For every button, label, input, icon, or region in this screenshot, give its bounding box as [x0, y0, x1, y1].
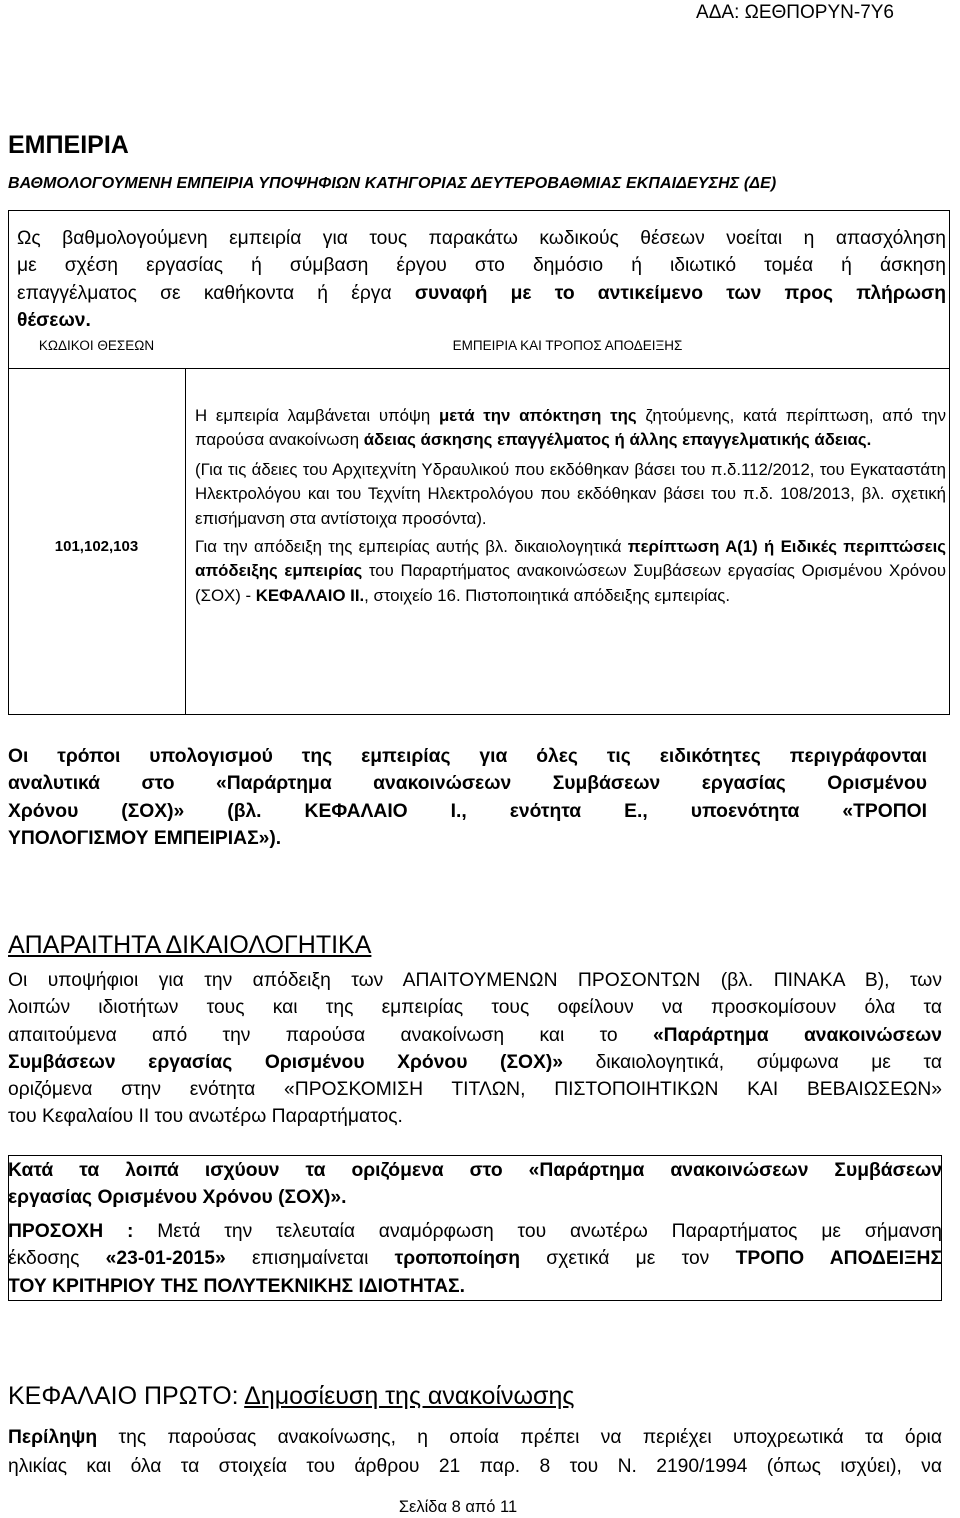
column-header-codes: ΚΩΔΙΚΟΙ ΘΕΣΕΩΝ — [38, 338, 155, 353]
notice-line: Κατά τα λοιπά ισχύουν τα οριζόμενα στο «Παράρτημα ανακοινώσεων Συμβάσεων — [8, 1160, 942, 1181]
notice-attention — [8, 1218, 942, 1300]
notice-line: ΤΟΥ ΚΡΙΤΗΡΙΟΥ ΤΗΣ ΠΟΛΥΤΕΚΝΙΚΗΣ ΙΔΙΟΤΗΤΑΣ. — [8, 1275, 465, 1297]
chapter-title: ΚΕΦΑΛΑΙΟ ΠΡΩΤΟ: Δημοσίευση της ανακοίνωσης — [8, 1382, 575, 1410]
experience-proof-cell — [195, 404, 946, 608]
docs-line: Οι υποψήφιοι για την απόδειξη των ΑΠΑΙΤΟΥΜΕΝΩΝ ΠΡΟΣΟΝΤΩΝ (βλ. ΠΙΝΑΚΑ Β), των — [8, 970, 942, 991]
table-divider — [185, 368, 186, 715]
section-title-experience: ΕΜΠΕΙΡΙΑ — [8, 131, 129, 159]
calc-line: Οι τρόποι υπολογισμού της εμπειρίας για όλες τις ειδικότητες περιγράφονται — [8, 746, 927, 767]
proof-paragraph-1: Η εμπειρία λαμβάνεται υπόψη μετά την απόκτηση της ζητούμενης, κατά περίπτωση, από την παρούσα ανακοίνωση άδειας άσκησης επαγγέλματος ή άλλης επαγγελματικής άδειας. — [195, 406, 946, 450]
calc-line: Χρόνου (ΣΟΧ)» (βλ. ΚΕΦΑΛΑΙΟ Ι., ενότητα Ε., υποενότητα «ΤΡΟΠΟΙ — [8, 800, 927, 822]
docs-line: Συμβάσεων εργασίας Ορισμένου Χρόνου (ΣΟΧ)» δικαιολογητικά, σύμφωνα με τα — [8, 1051, 942, 1073]
calculation-note — [8, 743, 927, 852]
proof-paragraph-2: (Για τις άδειες του Αρχιτεχνίτη Υδραυλικού που εκδόθηκαν βάσει του π.δ.112/2012, του Εγκαταστάτη Ηλεκτρολόγου και του Τεχνίτη Ηλεκτρολόγου που εκδόθηκαν βάσει του π.δ. 108/2013, βλ. σχετική επισήμανση στα αντίστοιχα προσόντα). — [195, 459, 946, 528]
intro-line: Ως βαθμολογούμενη εμπειρία για τους παρακάτω κωδικούς θέσεων νοείται η απασχόληση — [17, 228, 946, 249]
docs-line: του Κεφαλαίου ΙΙ του ανωτέρω Παραρτήματος. — [8, 1106, 403, 1128]
position-codes: 101,102,103 — [54, 538, 139, 555]
column-header-proof: ΕΜΠΕΙΡΙΑ ΚΑΙ ΤΡΟΠΟΣ ΑΠΟΔΕΙΞΗΣ — [452, 338, 683, 353]
section-title-documents: ΑΠΑΡΑΙΤΗΤΑ ΔΙΚΑΙΟΛΟΓΗΤΙΚΑ — [8, 931, 372, 959]
chapter-summary — [8, 1423, 942, 1481]
documents-text — [8, 967, 942, 1131]
ada-code: ΑΔΑ: ΩΕΘΠΟΡΥΝ-7Υ6 — [696, 2, 894, 23]
intro-line: θέσεων. — [17, 309, 91, 331]
docs-line: απαιτούμενα από την παρούσα ανακοίνωση και το «Παράρτημα ανακοινώσεων — [8, 1024, 942, 1046]
intro-line: επαγγέλματος σε καθήκοντα ή έργα συναφή με το αντικείμενο των προς πλήρωση — [17, 282, 946, 304]
notice-line: έκδοσης «23-01-2015» επισημαίνεται τροποποίηση σχετικά με τον ΤΡΟΠΟ ΑΠΟΔΕΙΞΗΣ — [8, 1248, 943, 1270]
notice-general — [8, 1157, 942, 1212]
page-number: Σελίδα 8 από 11 — [398, 1498, 518, 1516]
docs-line: οριζόμενα στην ενότητα «ΠΡΟΣΚΟΜΙΣΗ ΤΙΤΛΩΝ, ΠΙΣΤΟΠΟΙΗΤΙΚΩΝ ΚΑΙ ΒΕΒΑΙΩΣΕΩΝ» — [8, 1079, 942, 1101]
notice-line: ΠΡΟΣΟΧΗ : Μετά την τελευταία αναμόρφωση του ανωτέρω Παραρτήματος με σήμανση — [8, 1221, 942, 1242]
experience-intro — [17, 225, 946, 334]
calc-line: αναλυτικά στο «Παράρτημα ανακοινώσεων Συμβάσεων εργασίας Ορισμένου — [8, 773, 927, 795]
notice-line: εργασίας Ορισμένου Χρόνου (ΣΟΧ)». — [8, 1187, 347, 1209]
intro-line: με σχέση εργασίας ή σύμβαση έργου στο δημόσιο ή ιδιωτικό τομέα ή άσκηση — [17, 255, 946, 277]
summary-line: ηλικίας και όλα τα στοιχεία του άρθρου 21 παρ. 8 του Ν. 2190/1994 (όπως ισχύει), να — [8, 1456, 942, 1477]
summary-line: Περίληψη της παρούσας ανακοίνωσης, η οποία πρέπει να περιέχει υποχρεωτικά τα όρια — [8, 1427, 942, 1448]
section-subtitle: ΒΑΘΜΟΛΟΓΟΥΜΕΝΗ ΕΜΠΕΙΡΙΑ ΥΠΟΨΗΦΙΩΝ ΚΑΤΗΓΟΡΙΑΣ ΔΕΥΤΕΡΟΒΑΘΜΙΑΣ ΕΚΠΑΙΔΕΥΣΗΣ (ΔΕ) — [8, 175, 777, 192]
proof-paragraph-3: Για την απόδειξη της εμπειρίας αυτής βλ. δικαιολογητικά περίπτωση Α(1) ή Ειδικές περιπτώσεις απόδειξης εμπειρίας του Παραρτήματος ανακοινώσεων Συμβάσεων εργασίας Ορισμένου Χρόνου (ΣΟΧ) - ΚΕΦΑΛΑΙΟ ΙΙ., στοιχείο 16. Πιστοποιητικά απόδειξης εμπειρίας. — [195, 537, 947, 605]
docs-line: λοιπών ιδιοτήτων τους και της εμπειρίας τους οφείλουν να προσκομίσουν όλα τα — [8, 997, 942, 1019]
calc-line: ΥΠΟΛΟΓΙΣΜΟΥ ΕΜΠΕΙΡΙΑΣ»). — [8, 827, 282, 849]
